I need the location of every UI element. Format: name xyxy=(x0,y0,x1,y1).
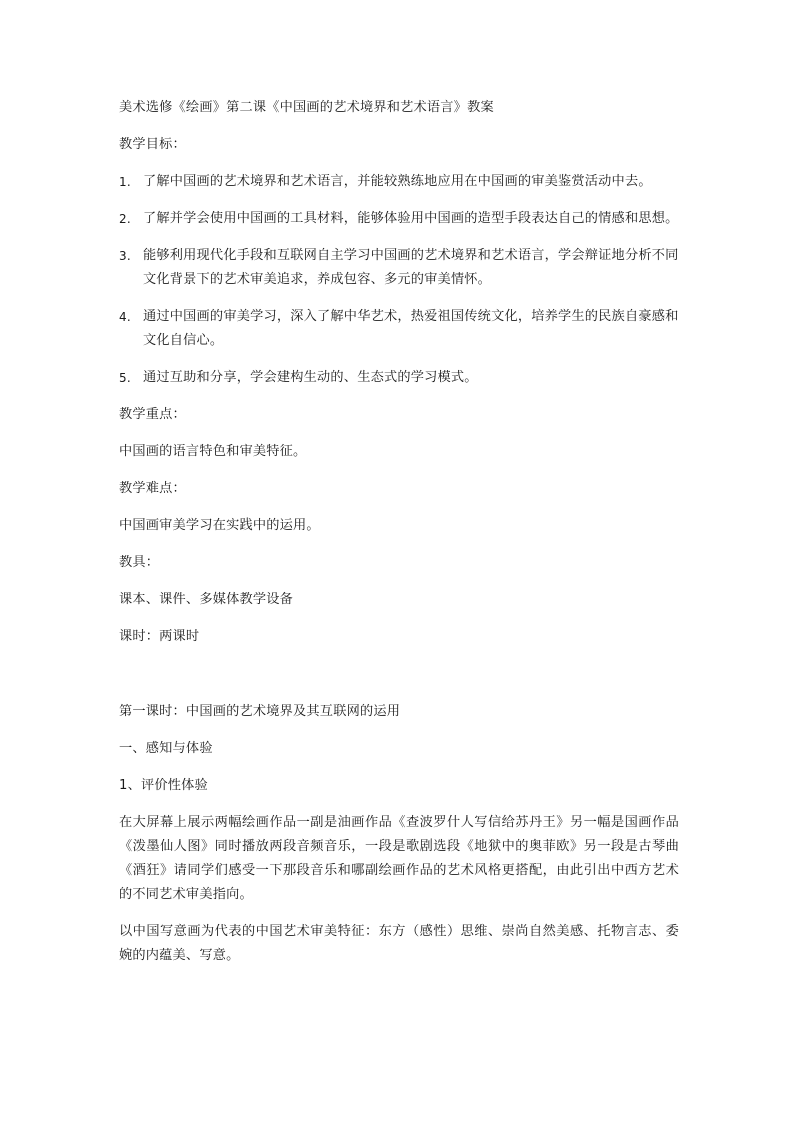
key-points-text: 中国画的语言特色和审美特征。 xyxy=(119,444,307,459)
objective-number: 5. xyxy=(119,371,131,385)
body-paragraph: 在大屏幕上展示两幅绘画作品一副是油画作品《查波罗什人写信给苏丹王》另一幅是国画作品《泼墨仙人图》同时播放两段音频音乐，一段是歌剧选段《地狱中的奥菲欧》另一段是古琴曲《酒狂》请同学们感受一下那段音乐和哪副绘画作品的艺术风格更搭配，由此引出中西方艺术的不同艺术审美指向。 xyxy=(119,815,679,902)
difficulty-text: 中国画审美学习在实践中的运用。 xyxy=(119,518,320,533)
objective-text: 能够利用现代化手段和互联网自主学习中国画的艺术境界和艺术语言，学会辩证地分析不同文化背景下的艺术审美追求，养成包容、多元的审美情怀。 xyxy=(143,248,679,287)
objective-number: 1. xyxy=(119,175,131,189)
objectives-heading: 教学目标： xyxy=(119,137,186,152)
document-body xyxy=(119,96,679,981)
difficulty-heading: 教学难点： xyxy=(119,481,186,496)
objective-text: 通过中国画的审美学习，深入了解中华艺术，热爱祖国传统文化，培养学生的民族自豪感和文化自信心。 xyxy=(143,309,679,348)
objective-number: 3. xyxy=(119,249,131,263)
objective-text: 了解并学会使用中国画的工具材料，能够体验用中国画的造型手段表达自己的情感和思想。 xyxy=(143,211,679,226)
body-paragraph: 以中国写意画为代表的中国艺术审美特征：东方（感性）思维、崇尚自然美感、托物言志、委婉的内蕴美、写意。 xyxy=(119,924,679,963)
key-points-heading: 教学重点： xyxy=(119,407,186,422)
subsection-title: 1、评价性体验 xyxy=(119,778,208,793)
tools-text: 课本、课件、多媒体教学设备 xyxy=(119,592,294,607)
tools-heading: 教具： xyxy=(119,555,160,570)
objective-text: 通过互助和分享，学会建构生动的、生态式的学习模式。 xyxy=(143,370,478,385)
objective-item xyxy=(119,305,679,353)
objectives-list xyxy=(119,170,679,390)
objective-number: 4. xyxy=(119,310,131,324)
objective-item xyxy=(119,244,679,292)
lesson-one-title: 第一课时：中国画的艺术境界及其互联网的运用 xyxy=(119,704,401,719)
objective-item xyxy=(119,170,679,194)
class-hours: 课时：两课时 xyxy=(119,629,200,644)
section-title: 一、感知与体验 xyxy=(119,741,213,756)
objective-item xyxy=(119,207,679,231)
objective-item xyxy=(119,366,679,390)
document-title: 美术选修《绘画》第二课《中国画的艺术境界和艺术语言》教案 xyxy=(119,100,494,115)
objective-text: 了解中国画的艺术境界和艺术语言，并能较熟练地应用在中国画的审美鉴赏活动中去。 xyxy=(143,174,652,189)
section-spacer xyxy=(119,662,679,700)
objective-number: 2. xyxy=(119,212,131,226)
